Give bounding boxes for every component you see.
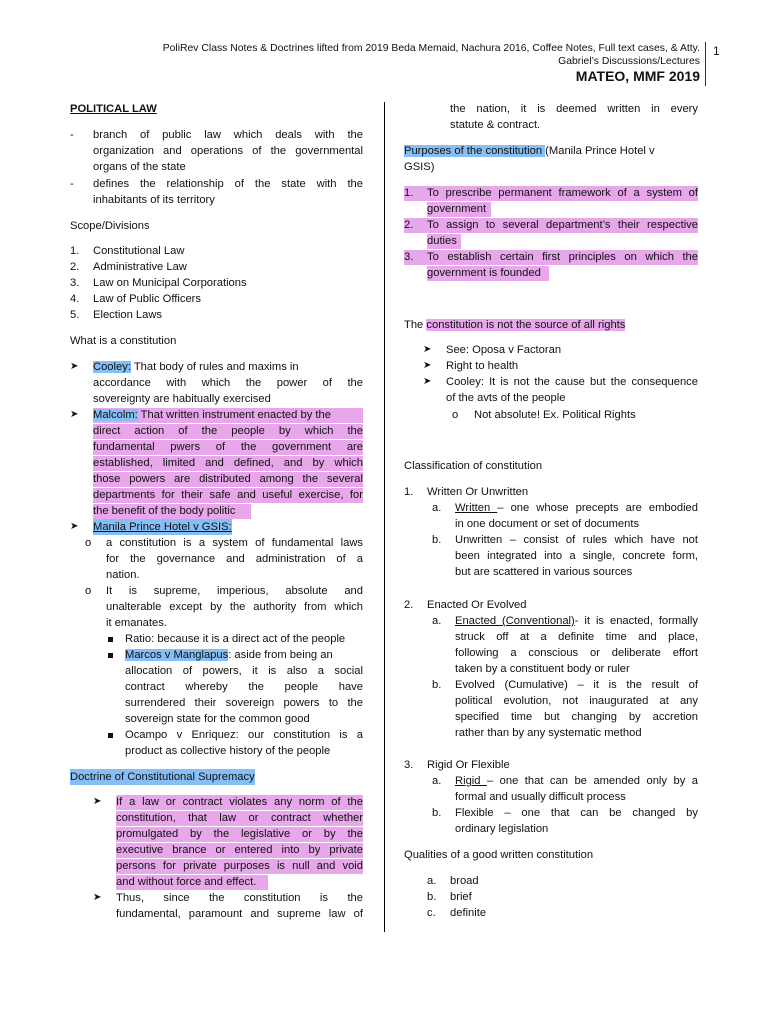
classification-written [455, 500, 698, 516]
header-author: MATEO, MMF 2019 [575, 68, 700, 84]
list-number: 1. [404, 486, 414, 498]
list-letter: a. [432, 775, 442, 787]
definition-line: and without force and effect. [116, 876, 257, 888]
definition-line: struck off at a definite time and place, [455, 631, 698, 643]
square-bullet-icon [108, 647, 113, 663]
classification-title: Enacted Or Evolved [427, 599, 527, 611]
purpose-item: government [427, 203, 487, 215]
arrow-bullet-icon: ➤ [70, 521, 79, 532]
definition-line: Thus, since the constitution is the [116, 892, 363, 904]
subheading: Scope/Divisions [70, 220, 150, 232]
section-title: POLITICAL LAW [70, 103, 157, 115]
definition-line: been integrated into a single, concrete form, [455, 550, 698, 562]
definition-line: statute & contract. [450, 119, 541, 131]
purposes-heading [404, 143, 698, 159]
list-number: 1. [404, 187, 414, 199]
definition-line: – one that can be amended only by a [486, 775, 698, 787]
list-item: Constitutional Law [93, 245, 185, 257]
term: Rigid [455, 775, 487, 787]
definition-line: It is supreme, imperious, absolute and [106, 585, 363, 597]
circle-bullet-icon: o [85, 537, 92, 549]
list-letter: a. [427, 875, 437, 887]
source-highlight: constitution is not the source of all rights [426, 319, 626, 331]
definition-line: the benefit of the body politic [93, 505, 236, 517]
list-letter: a. [432, 502, 442, 514]
list-item: Not absolute! Ex. Political Rights [474, 409, 636, 421]
list-letter: a. [432, 615, 442, 627]
list-item: Right to health [446, 360, 519, 372]
list-item: See: Oposa v Factoran [446, 344, 562, 356]
definition-cooley [93, 359, 363, 375]
page-number: 1 [713, 44, 720, 58]
subheading-doctrine: Doctrine of Constitutional Supremacy [70, 771, 255, 783]
case-marcos [125, 647, 363, 663]
definition-line: rather than by any systematic method [455, 727, 642, 739]
source-of-rights [404, 317, 625, 333]
definition-line: but are scattered in various sources [455, 566, 633, 578]
definition-line: That body of rules and maxims in [130, 361, 299, 373]
list-number: 2. [404, 599, 414, 611]
subheading: What is a constitution [70, 335, 177, 347]
definition-line: inhabitants of its territory [93, 194, 215, 206]
definition-line: fundamental pwers of the government are [93, 441, 363, 453]
arrow-bullet-icon: ➤ [423, 344, 432, 355]
list-item: Law on Municipal Corporations [93, 277, 247, 289]
definition-line: Evolved (Cumulative) – it is the result of [455, 679, 698, 691]
purposes-source: (Manila Prince Hotel v [545, 145, 655, 157]
definition-line: contract whereby the people have [125, 681, 363, 693]
definition-line: branch of public law which deals with the [93, 129, 363, 141]
definition-line: Unwritten – consist of rules which have not [455, 534, 698, 546]
definition-line: unalterable except by the authority from which [106, 601, 363, 613]
arrow-bullet-icon: ➤ [423, 360, 432, 371]
definition-line: sovereignty are habitually exercised [93, 393, 271, 405]
arrow-bullet-icon: ➤ [93, 796, 102, 807]
definition-line: executive brance or entered into by private [116, 844, 363, 856]
definition-line: allocation of powers, it is also a social [125, 665, 363, 677]
circle-bullet-icon: o [85, 585, 92, 597]
definition-malcolm [93, 407, 331, 423]
list-item: of the avts of the people [446, 392, 566, 404]
definition-line: in one document or set of documents [455, 518, 640, 530]
purpose-item: To prescribe permanent framework of a system of [427, 187, 698, 199]
list-number: 3. [404, 759, 414, 771]
definition-line: promulgated by the legislative or by the [116, 828, 363, 840]
list-number: 1. [70, 245, 80, 257]
subheading: Qualities of a good written constitution [404, 849, 594, 861]
definition-line: If a law or contract violates any norm of the [116, 796, 363, 808]
header-source-line-2: Gabriel’s Discussions/Lectures [558, 56, 700, 67]
definition-line: organs of the state [93, 161, 186, 173]
classification-title: Written Or Unwritten [427, 486, 529, 498]
header-source-line: PoliRev Class Notes & Doctrines lifted from 2019 Beda Memaid, Nachura 2016, Coffee Notes, Full text cases, & Atty. [162, 43, 700, 54]
arrow-bullet-icon: ➤ [70, 361, 79, 372]
list-letter: b. [427, 891, 437, 903]
arrow-bullet-icon: ➤ [423, 376, 432, 387]
definition-line: organization and operations of the governmental [93, 145, 363, 157]
definition-line: Ocampo v Enriquez: our constitution is a [125, 729, 363, 741]
definition-line: nation. [106, 569, 140, 581]
arrow-bullet-icon: ➤ [70, 409, 79, 420]
definition-line: accordance with which the power of the [93, 377, 363, 389]
quality-item: brief [450, 891, 472, 903]
list-item: Cooley: It is not the cause but the consequence [446, 376, 698, 388]
definition-line: surrendered their sovereign powers to the [125, 697, 363, 709]
definition-line: That written instrument enacted by the [137, 409, 331, 421]
case-title: Marcos v Manglapus [125, 649, 229, 661]
definition-line: for the governance and administration of a [106, 553, 363, 565]
definition-line: departments for their safe and useful exercise, for [93, 489, 363, 501]
list-letter: b. [432, 679, 442, 691]
definition-line: fundamental, paramount and supreme law of [116, 908, 363, 920]
list-item: Law of Public Officers [93, 293, 201, 305]
purposes-source: GSIS) [404, 161, 435, 173]
definition-line: sovereign state for the common good [125, 713, 310, 725]
definition-line: Ratio: because it is a direct act of the people [125, 633, 346, 645]
definition-line: defines the relationship of the state with the [93, 178, 363, 190]
definition-line: established, limited and defined, and by which [93, 457, 363, 469]
square-bullet-icon [108, 631, 113, 647]
classification-title: Rigid Or Flexible [427, 759, 510, 771]
term: Enacted (Conventional) [455, 615, 575, 627]
list-item: Election Laws [93, 309, 163, 321]
column-divider [384, 102, 385, 932]
purpose-item: duties [427, 235, 457, 247]
purposes-label: Purposes of the constitution [404, 145, 546, 157]
dash-bullet: - [70, 129, 74, 141]
list-number: 3. [70, 277, 80, 289]
definition-line: the nation, it is deemed written in every [450, 103, 698, 115]
definition-line: ordinary legislation [455, 823, 549, 835]
list-number: 4. [70, 293, 80, 305]
definition-line: following a conscious or deliberate effort [455, 647, 698, 659]
list-number: 3. [404, 251, 414, 263]
definition-line: - it is enacted, formally [574, 615, 698, 627]
definition-line: direct action of the people by which the [93, 425, 363, 437]
list-number: 5. [70, 309, 80, 321]
definition-line: it emanates. [106, 617, 167, 629]
author-malcolm: Malcolm: [93, 409, 138, 421]
classification-rigid [455, 773, 698, 789]
definition-line: formal and usually difficult process [455, 791, 626, 803]
circle-bullet-icon: o [452, 409, 459, 421]
purpose-item: To assign to several department’s their respective [427, 219, 698, 231]
definition-line: specified time but changing by accretion [455, 711, 698, 723]
definition-line: Flexible – one that can be changed by [455, 807, 698, 819]
definition-line: those powers are distributed among the several [93, 473, 363, 485]
author-cooley: Cooley: [93, 361, 131, 373]
term: Written [455, 502, 498, 514]
list-item: Administrative Law [93, 261, 187, 273]
source-prefix: The [404, 319, 427, 331]
dash-bullet: - [70, 178, 74, 190]
list-letter: b. [432, 807, 442, 819]
list-letter: c. [427, 907, 436, 919]
definition-line: : aside from being an [228, 649, 333, 661]
case-title: Manila Prince Hotel v GSIS: [93, 521, 232, 533]
definition-line: – one whose precepts are embodied [497, 502, 699, 514]
definition-line: persons for private purposes is null and void [116, 860, 363, 872]
subheading: Classification of constitution [404, 460, 543, 472]
purpose-item: To establish certain first principles on which the [427, 251, 698, 263]
definition-line: political evolution, not inaugurated at any [455, 695, 698, 707]
quality-item: definite [450, 907, 487, 919]
square-bullet-icon [108, 727, 113, 743]
definition-line: taken by a constituent body or ruler [455, 663, 630, 675]
definition-line: constitution, that law or contract whether [116, 812, 363, 824]
definition-line: a constitution is a system of fundamental laws [106, 537, 363, 549]
list-number: 2. [404, 219, 414, 231]
classification-enacted [455, 613, 698, 629]
header-divider [705, 42, 706, 86]
purpose-item: government is founded [427, 267, 541, 279]
quality-item: broad [450, 875, 479, 887]
list-letter: b. [432, 534, 442, 546]
arrow-bullet-icon: ➤ [93, 892, 102, 903]
definition-line: product as collective history of the people [125, 745, 331, 757]
list-number: 2. [70, 261, 80, 273]
